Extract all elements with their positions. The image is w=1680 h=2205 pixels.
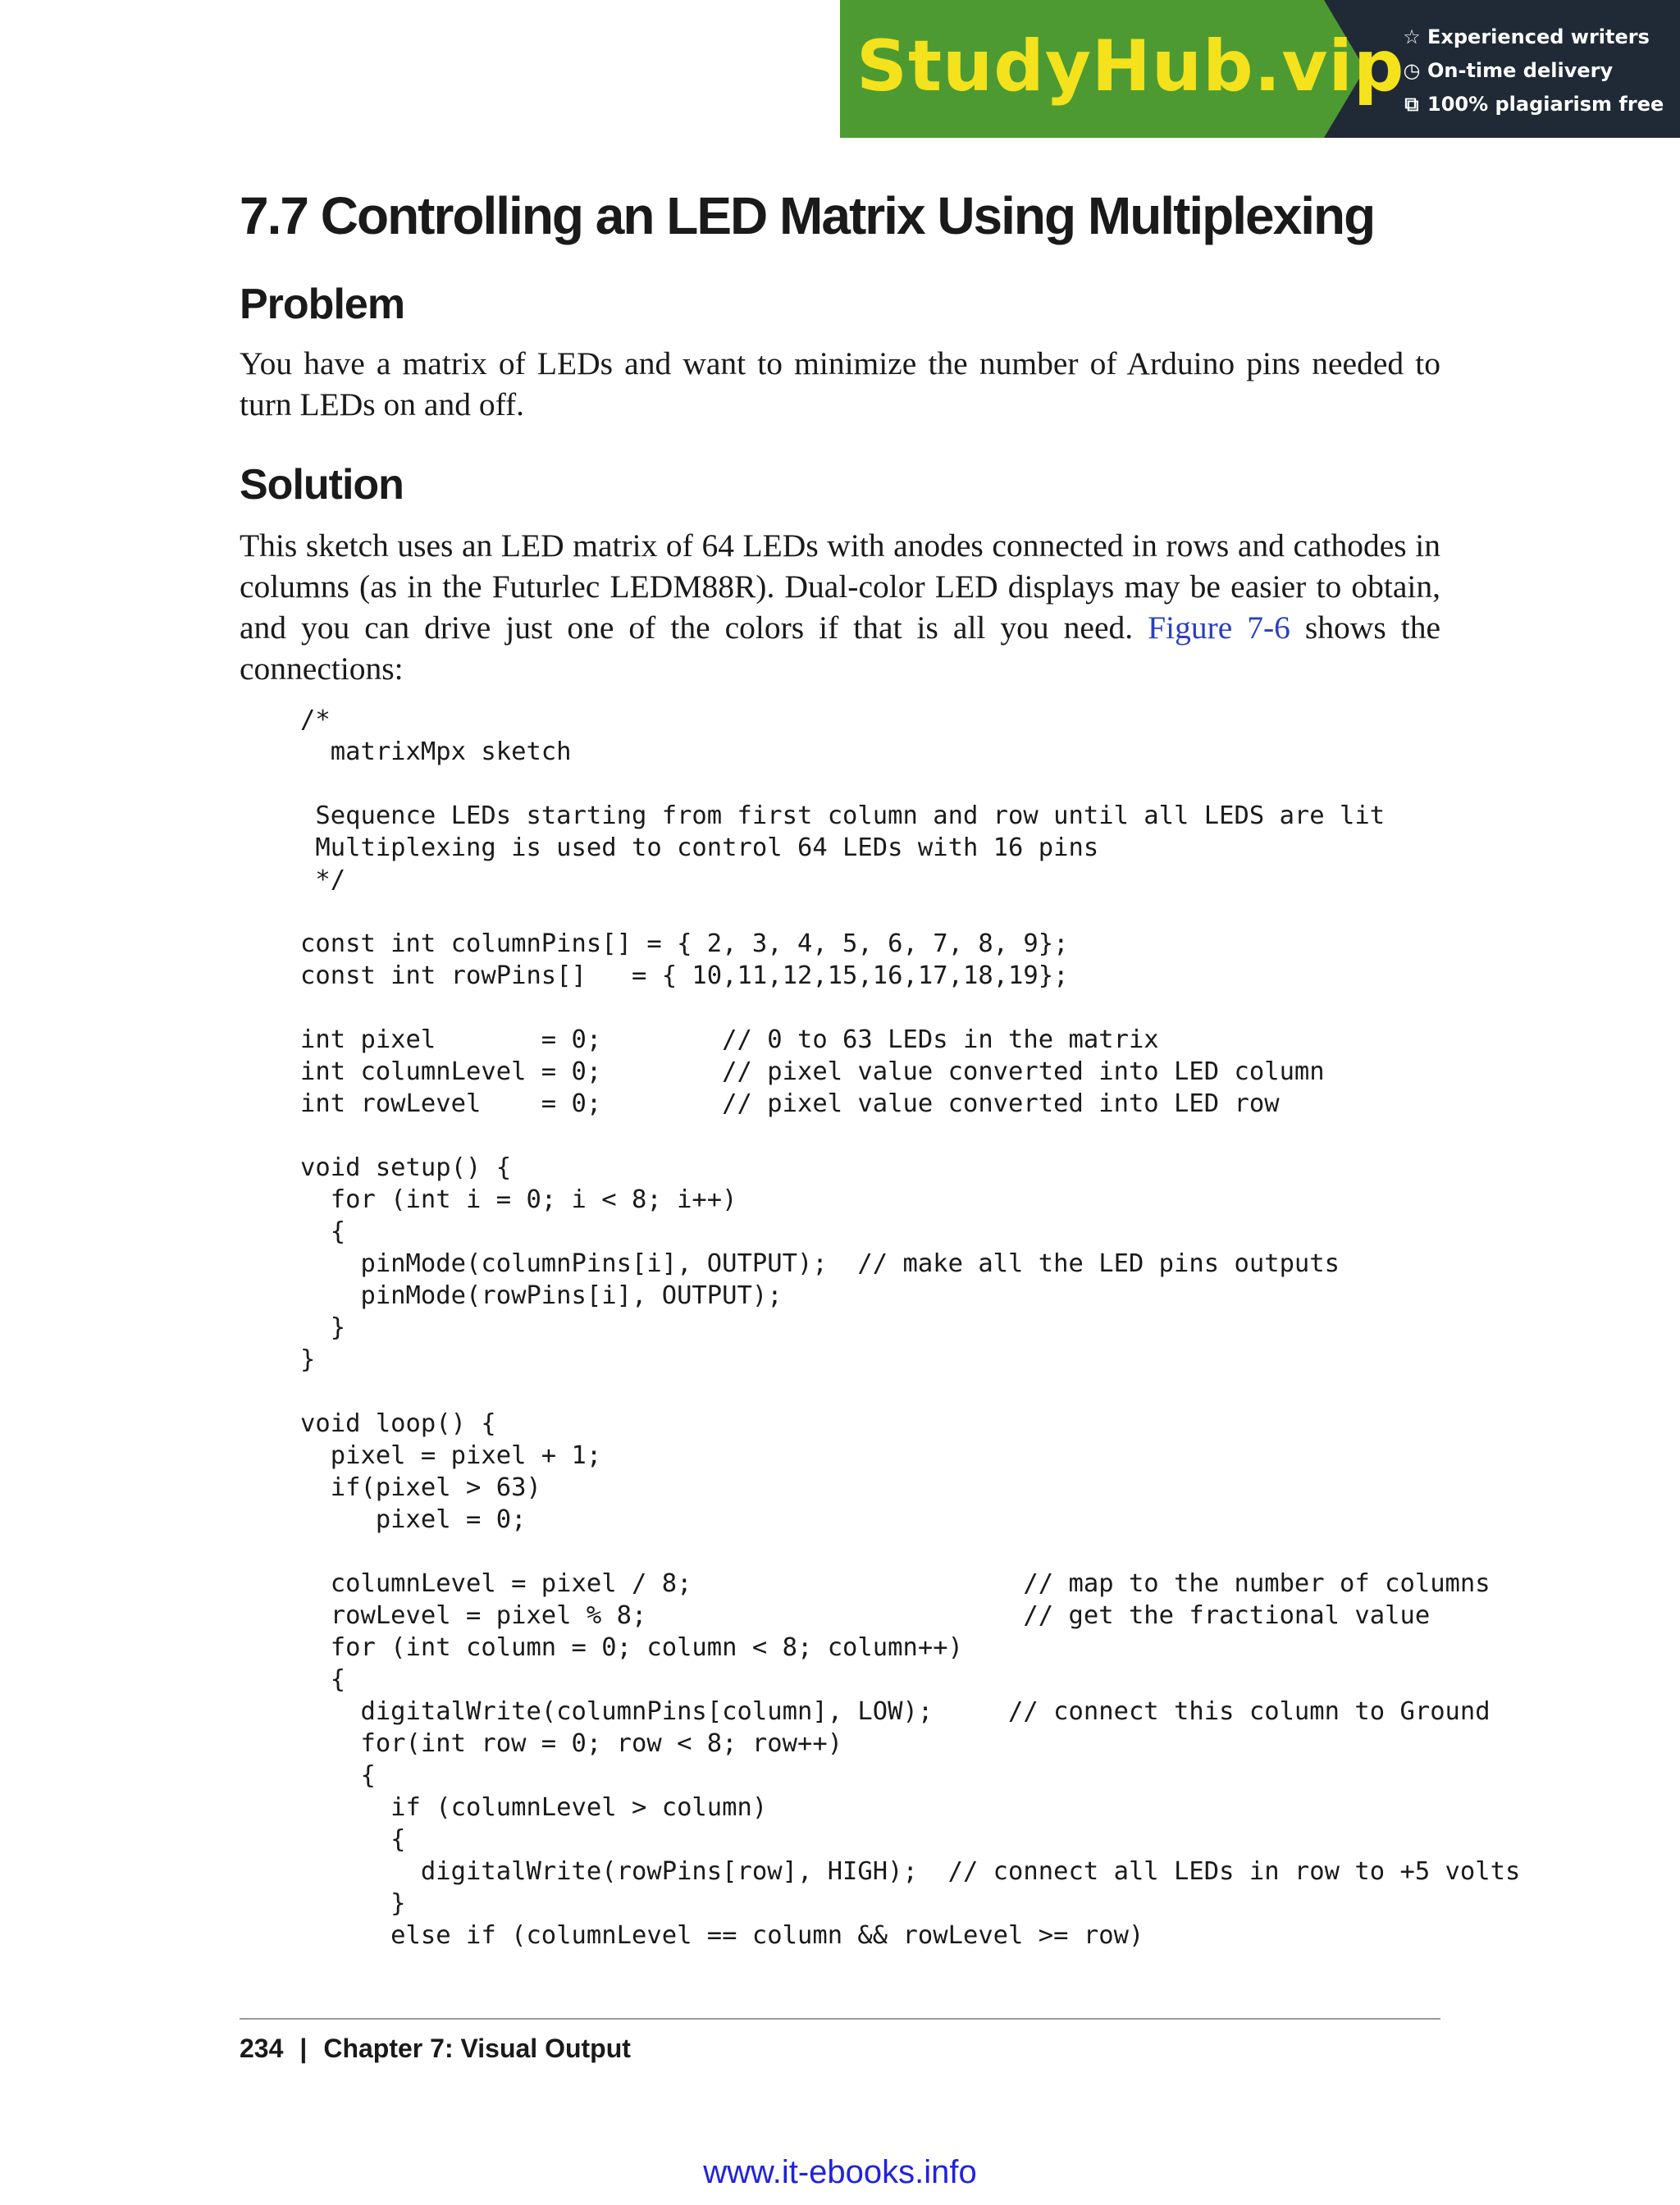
feature-experienced-writers [1401, 20, 1672, 53]
feature-label: 100% plagiarism free [1427, 92, 1664, 116]
solution-text [240, 525, 1440, 689]
feature-label: On-time delivery [1427, 58, 1614, 82]
feature-plagiarism-free [1401, 87, 1672, 121]
solution-text-part: shows the connections: [240, 609, 1440, 687]
problem-heading: Problem [240, 281, 405, 328]
studyhub-logo[interactable]: StudyHub.vip [856, 25, 1405, 107]
solution-heading: Solution [240, 461, 404, 509]
feature-on-time-delivery [1401, 53, 1672, 87]
footer-divider [240, 2018, 1440, 2020]
feature-label: Experienced writers [1427, 25, 1650, 48]
page-number: 234 [240, 2034, 284, 2063]
watermark-link[interactable]: www.it-ebooks.info [703, 2154, 977, 2190]
footer-chapter: Chapter 7: Visual Output [323, 2034, 631, 2063]
solution-text-part: This sketch uses an LED matrix of 64 LEDs with anodes connected in rows and cathodes in columns (as in the Futurlec LEDM88R). Dual-color LED displays may be easier to obtain, and you can drive just one of the colors if that is all you need. [240, 527, 1440, 646]
page-footer [240, 2029, 631, 2067]
code-listing: /* matrixMpx sketch Sequence LEDs starting from first column and row until all LEDS are lit Multiplexing is used to control 64 LEDs with 16 pins */ const int columnPins[] = { 2, 3, 4, 5, 6, 7, 8, 9}; const int rowPins[] = { 10,11,12,15,16,17,18,19}; int pixel = 0; // 0 to 63 LEDs in the matrix int columnLevel = 0; // pixel value converted into LED column int rowLevel = 0; // pixel value converted into LED row void setup() { for (int i = 0; i < 8; i++) { pinMode(columnPins[i], OUTPUT); // make all the LED pins outputs pinMode(rowPins[i], OUTPUT); } } void loop() { pixel = pixel + 1; if(pixel > 63) pixel = 0; columnLevel = pixel / 8; // map to the number of columns rowLevel = pixel % 8; // get the fractional value for (int column = 0; column < 8; column++) { digitalWrite(columnPins[column], LOW); // connect this column to Ground for(int row = 0; row < 8; row++) { if (columnLevel > column) { digitalWrite(rowPins[row], HIGH); // connect all LEDs in row to +5 volts } else if (columnLevel == column && rowLevel >= row) [300, 705, 1521, 1950]
clock-icon: ◷ [1403, 58, 1421, 82]
studyhub-banner[interactable] [840, 0, 1680, 138]
recipe-title: 7.7 Controlling an LED Matrix Using Multiplexing [240, 186, 1375, 245]
star-icon: ☆ [1403, 25, 1421, 48]
copy-icon: ⧉ [1404, 92, 1419, 116]
footer-separator: | [299, 2034, 308, 2063]
figure-link[interactable]: Figure 7-6 [1148, 609, 1290, 646]
banner-features [1401, 20, 1672, 121]
problem-text: You have a matrix of LEDs and want to minimize the number of Arduino pins needed to turn LEDs on and off. [240, 345, 1440, 422]
